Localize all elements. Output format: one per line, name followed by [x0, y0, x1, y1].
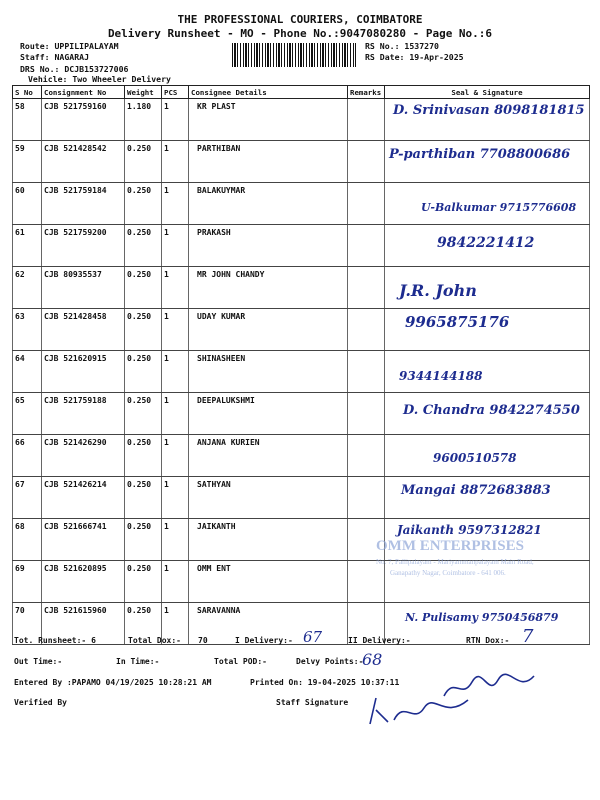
row-sno: 69 [13, 561, 42, 603]
row-weight: 0.250 [125, 141, 162, 183]
company-stamp-address-1: No. 7, Pallipalayam - Mariyammanpalayam Main Road, [376, 558, 534, 566]
printed-on: Printed On: 19-04-2025 10:37:11 [250, 678, 400, 687]
handwritten-signature: 9965875176 [405, 313, 510, 331]
delvy-points-label: Delvy Points:- [296, 657, 364, 666]
total-pod-label: Total POD:- [214, 657, 267, 666]
handwritten-signature: 9842221412 [437, 235, 535, 251]
row-pcs: 1 [162, 225, 189, 267]
table-row [13, 561, 590, 603]
col-consignment: Consignment No [42, 86, 125, 99]
row-signature [385, 183, 590, 225]
row-sno: 58 [13, 99, 42, 141]
row-consignment: CJB 521759184 [42, 183, 125, 225]
row-signature [385, 99, 590, 141]
table-row [13, 183, 590, 225]
row-weight: 1.180 [125, 99, 162, 141]
row-consignee: BALAKUYMAR [189, 183, 348, 225]
handwritten-signature: N. Pulisamy 9750456879 [405, 611, 559, 624]
row-consignment: CJB 521426290 [42, 435, 125, 477]
row-weight: 0.250 [125, 183, 162, 225]
row-weight: 0.250 [125, 225, 162, 267]
col-sno: S No [13, 86, 42, 99]
rtn-dox-handwritten: 7 [522, 626, 534, 647]
row-signature [385, 351, 590, 393]
row-sno: 61 [13, 225, 42, 267]
handwritten-signature: Jaikanth 9597312821 [397, 523, 542, 537]
row-consignee: ANJANA KURIEN [189, 435, 348, 477]
row-sno: 62 [13, 267, 42, 309]
row-weight: 0.250 [125, 267, 162, 309]
row-sno: 65 [13, 393, 42, 435]
row-remarks [348, 561, 385, 603]
drs-number: DRS No.: DCJB153727006 [20, 64, 129, 74]
row-consignment: CJB 521759188 [42, 393, 125, 435]
row-sno: 64 [13, 351, 42, 393]
row-consignment: CJB 521428542 [42, 141, 125, 183]
table-header-row [13, 86, 590, 99]
row-consignee: PRAKASH [189, 225, 348, 267]
runsheet-subtitle: Delivery Runsheet - MO - Phone No.:9047080280 - Page No.:6 [107, 27, 493, 40]
row-sno: 68 [13, 519, 42, 561]
row-weight: 0.250 [125, 561, 162, 603]
table-row [13, 393, 590, 435]
col-signature: Seal & Signature [385, 86, 590, 99]
col-remarks: Remarks [348, 86, 385, 99]
staff-signature-scribble [364, 690, 474, 730]
table-row [13, 267, 590, 309]
ii-delivery-label: II Delivery:- [348, 636, 411, 645]
total-runsheet: Tot. Runsheet:- 6 [14, 636, 96, 645]
entered-by: Entered By :PAPAMO 04/19/2025 10:28:21 AM [14, 678, 212, 687]
row-sno: 60 [13, 183, 42, 225]
row-consignee: SHINASHEEN [189, 351, 348, 393]
handwritten-signature: P-parthiban 7708800686 [389, 147, 571, 162]
row-consignment: CJB 521620895 [42, 561, 125, 603]
row-signature [385, 435, 590, 477]
row-remarks [348, 141, 385, 183]
total-dox-value: 70 [198, 636, 208, 645]
staff-signature-label: Staff Signature [276, 698, 349, 707]
verified-by: Verified By [14, 698, 67, 707]
row-weight: 0.250 [125, 603, 162, 645]
row-weight: 0.250 [125, 309, 162, 351]
row-pcs: 1 [162, 99, 189, 141]
handwritten-signature: 9600510578 [433, 451, 517, 465]
i-delivery-handwritten: 67 [303, 628, 323, 646]
row-pcs: 1 [162, 351, 189, 393]
table-row [13, 141, 590, 183]
row-signature [385, 561, 590, 603]
row-weight: 0.250 [125, 519, 162, 561]
company-stamp-name: OMM ENTERPRISES [376, 538, 524, 554]
row-signature [385, 141, 590, 183]
barcode [232, 43, 356, 67]
row-signature [385, 477, 590, 519]
row-signature [385, 225, 590, 267]
col-pcs: PCS [162, 86, 189, 99]
row-remarks [348, 351, 385, 393]
out-time-label: Out Time:- [14, 657, 63, 666]
row-pcs: 1 [162, 393, 189, 435]
handwritten-signature: Mangai 8872683883 [401, 483, 551, 498]
table-row [13, 309, 590, 351]
row-consignment: CJB 521428458 [42, 309, 125, 351]
row-consignment: CJB 521666741 [42, 519, 125, 561]
row-consignee: KR PLAST [189, 99, 348, 141]
row-remarks [348, 225, 385, 267]
row-sno: 67 [13, 477, 42, 519]
row-remarks [348, 309, 385, 351]
handwritten-signature: U-Balkumar 9715776608 [421, 201, 577, 214]
row-pcs: 1 [162, 267, 189, 309]
row-consignee: SATHYAN [189, 477, 348, 519]
row-consignment: CJB 521615960 [42, 603, 125, 645]
table-row [13, 435, 590, 477]
row-consignee: UDAY KUMAR [189, 309, 348, 351]
row-pcs: 1 [162, 477, 189, 519]
row-pcs: 1 [162, 519, 189, 561]
row-consignee: DEEPALUKSHMI [189, 393, 348, 435]
delvy-points-handwritten: 68 [362, 650, 383, 669]
rtn-dox-label: RTN Dox:- [466, 636, 510, 645]
row-sno: 59 [13, 141, 42, 183]
rs-number: RS No.: 1537270 [365, 41, 439, 51]
total-dox-label: Total Dox:- [128, 636, 181, 645]
row-remarks [348, 393, 385, 435]
row-pcs: 1 [162, 141, 189, 183]
col-weight: Weight [125, 86, 162, 99]
row-weight: 0.250 [125, 477, 162, 519]
in-time-label: In Time:- [116, 657, 160, 666]
row-signature [385, 309, 590, 351]
row-weight: 0.250 [125, 435, 162, 477]
table-row [13, 477, 590, 519]
row-sno: 66 [13, 435, 42, 477]
table-row [13, 99, 590, 141]
handwritten-signature: D. Chandra 9842274550 [403, 403, 580, 418]
row-remarks [348, 267, 385, 309]
row-signature [385, 267, 590, 309]
col-consignee: Consignee Details [189, 86, 348, 99]
vehicle: Vehicle: Two Wheeler Delivery [28, 74, 171, 84]
row-remarks [348, 183, 385, 225]
row-consignment: CJB 80935537 [42, 267, 125, 309]
table-row [13, 351, 590, 393]
row-weight: 0.250 [125, 351, 162, 393]
row-sno: 70 [13, 603, 42, 645]
table-row [13, 225, 590, 267]
row-consignee: MR JOHN CHANDY [189, 267, 348, 309]
handwritten-signature: D. Srinivasan 8098181815 [393, 103, 585, 118]
row-consignment: CJB 521759200 [42, 225, 125, 267]
handwritten-signature: 9344144188 [399, 369, 483, 383]
row-consignment: CJB 521426214 [42, 477, 125, 519]
rs-date: RS Date: 19-Apr-2025 [365, 52, 464, 62]
row-pcs: 1 [162, 603, 189, 645]
row-remarks [348, 477, 385, 519]
i-delivery-label: I Delivery:- [235, 636, 293, 645]
route: Route: UPPILIPALAYAM [20, 41, 119, 51]
company-stamp-address-2: Ganapathy Nagar, Coimbatore - 641 006. [390, 569, 506, 577]
staff: Staff: NAGARAJ [20, 52, 90, 62]
company-title: THE PROFESSIONAL COURIERS, COIMBATORE [177, 13, 423, 26]
row-sno: 63 [13, 309, 42, 351]
row-consignee: PARTHIBAN [189, 141, 348, 183]
row-signature [385, 393, 590, 435]
row-pcs: 1 [162, 435, 189, 477]
row-remarks [348, 435, 385, 477]
row-consignee: OMM ENT [189, 561, 348, 603]
row-consignment: CJB 521759160 [42, 99, 125, 141]
row-pcs: 1 [162, 309, 189, 351]
row-consignee: JAIKANTH [189, 519, 348, 561]
row-pcs: 1 [162, 561, 189, 603]
row-remarks [348, 99, 385, 141]
row-consignment: CJB 521620915 [42, 351, 125, 393]
row-pcs: 1 [162, 183, 189, 225]
row-weight: 0.250 [125, 393, 162, 435]
handwritten-signature: J.R. John [399, 281, 477, 300]
row-consignee: SARAVANNA [189, 603, 348, 645]
